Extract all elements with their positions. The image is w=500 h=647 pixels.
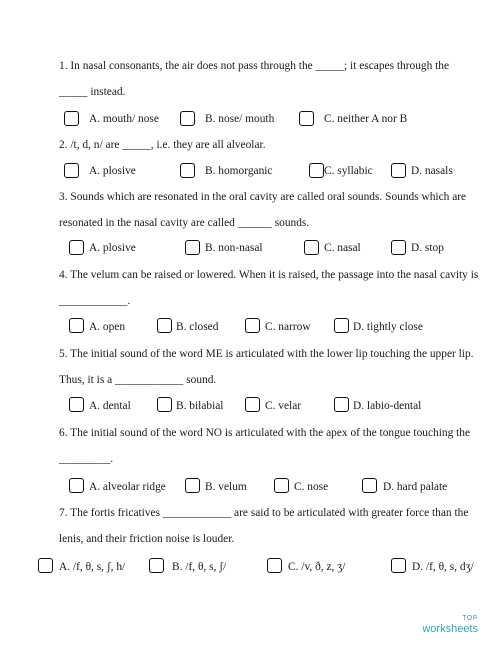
question-text: 6. The initial sound of the word NO is articulated with the apex of the tongue touching the <box>59 427 471 439</box>
question-4 <box>59 262 479 314</box>
checkbox-empty-icon[interactable] <box>157 397 172 412</box>
checkbox-empty-icon[interactable] <box>391 558 406 573</box>
option-label: C. syllabic <box>324 165 373 177</box>
checkbox-empty-icon[interactable] <box>391 163 406 178</box>
option-label: B. nose/ mouth <box>205 113 275 125</box>
question-text: 2. /t, d, n/ are _____, i.e. they are all alveolar. <box>59 139 266 151</box>
option-label: B. velum <box>205 481 247 493</box>
checkbox-empty-icon[interactable] <box>69 397 84 412</box>
option-label: A. plosive <box>89 242 136 254</box>
checkbox-empty-icon[interactable] <box>304 240 319 255</box>
question-6 <box>59 420 479 472</box>
question-text: _________. <box>59 453 114 465</box>
brand-top: TOP <box>462 615 478 622</box>
checkbox-empty-icon[interactable] <box>149 558 164 573</box>
option-label: C. nose <box>294 481 329 493</box>
question-text: ____________. <box>59 295 131 307</box>
option-label: B. non-nasal <box>205 242 263 254</box>
checkbox-empty-icon[interactable] <box>38 558 53 573</box>
option-label: A. alveolar ridge <box>89 481 166 493</box>
checkbox-empty-icon[interactable] <box>69 318 84 333</box>
brand-name: worksheets <box>422 623 478 635</box>
option-label: C. /v, ð, z, ʒ/ <box>288 561 346 573</box>
option-label: D. tightly close <box>353 321 423 333</box>
option-label: D. hard palate <box>383 481 448 493</box>
question-text: lenis, and their friction noise is louder. <box>59 533 235 545</box>
checkbox-empty-icon[interactable] <box>391 240 406 255</box>
question-7 <box>59 500 479 552</box>
option-label: A. dental <box>89 400 131 412</box>
option-label: B. bilabial <box>176 400 224 412</box>
checkbox-empty-icon[interactable] <box>267 558 282 573</box>
checkbox-empty-icon[interactable] <box>334 318 349 333</box>
question-1 <box>59 53 479 105</box>
checkbox-empty-icon[interactable] <box>362 478 377 493</box>
brand-logo <box>422 615 478 635</box>
option-label: B. closed <box>176 321 219 333</box>
checkbox-empty-icon[interactable] <box>180 163 195 178</box>
option-label: D. labio-dental <box>353 400 422 412</box>
checkbox-empty-icon[interactable] <box>274 478 289 493</box>
option-label: C. narrow <box>265 321 311 333</box>
checkbox-empty-icon[interactable] <box>64 163 79 178</box>
question-text: resonated in the nasal cavity are called ______ sounds. <box>59 217 310 229</box>
option-label: B. homorganic <box>205 165 273 177</box>
checkbox-empty-icon[interactable] <box>245 318 260 333</box>
option-label: B. /f, θ, s, ʃ/ <box>172 561 227 573</box>
checkbox-empty-icon[interactable] <box>69 240 84 255</box>
option-label: D. stop <box>411 242 444 254</box>
checkbox-empty-icon[interactable] <box>299 111 314 126</box>
checkbox-empty-icon[interactable] <box>180 111 195 126</box>
checkbox-empty-icon[interactable] <box>245 397 260 412</box>
option-label: A. mouth/ nose <box>89 113 159 125</box>
question-2 <box>59 132 479 158</box>
checkbox-empty-icon[interactable] <box>64 111 79 126</box>
question-text: 4. The velum can be raised or lowered. When it is raised, the passage into the nasal cavity is <box>59 269 479 281</box>
option-label: A. open <box>89 321 126 333</box>
option-label: A. plosive <box>89 165 136 177</box>
question-text: 3. Sounds which are resonated in the oral cavity are called oral sounds. Sounds which are <box>59 191 467 203</box>
question-text: _____ instead. <box>59 86 126 98</box>
checkbox-empty-icon[interactable] <box>157 318 172 333</box>
option-label: C. velar <box>265 400 302 412</box>
checkbox-empty-icon[interactable] <box>69 478 84 493</box>
question-5 <box>59 341 479 393</box>
option-label: D. /f, θ, s, dʒ/ <box>412 561 474 573</box>
checkbox-empty-icon[interactable] <box>334 397 349 412</box>
question-text: 7. The fortis fricatives ____________ are said to be articulated with greater force than the <box>59 507 469 519</box>
checkbox-empty-icon[interactable] <box>185 240 200 255</box>
option-label: C. neither A nor B <box>324 113 408 125</box>
option-label: A. /f, θ, s, ʃ, h/ <box>59 561 126 573</box>
question-text: Thus, it is a ____________ sound. <box>59 374 217 386</box>
option-label: C. nasal <box>324 242 361 254</box>
question-3 <box>59 184 479 236</box>
option-label: D. nasals <box>411 165 453 177</box>
checkbox-empty-icon[interactable] <box>185 478 200 493</box>
checkbox-empty-icon[interactable] <box>309 163 324 178</box>
question-text: 1. In nasal consonants, the air does not pass through the _____; it escapes through the <box>59 60 450 72</box>
question-text: 5. The initial sound of the word ME is articulated with the lower lip touching the upper lip. <box>59 348 474 360</box>
